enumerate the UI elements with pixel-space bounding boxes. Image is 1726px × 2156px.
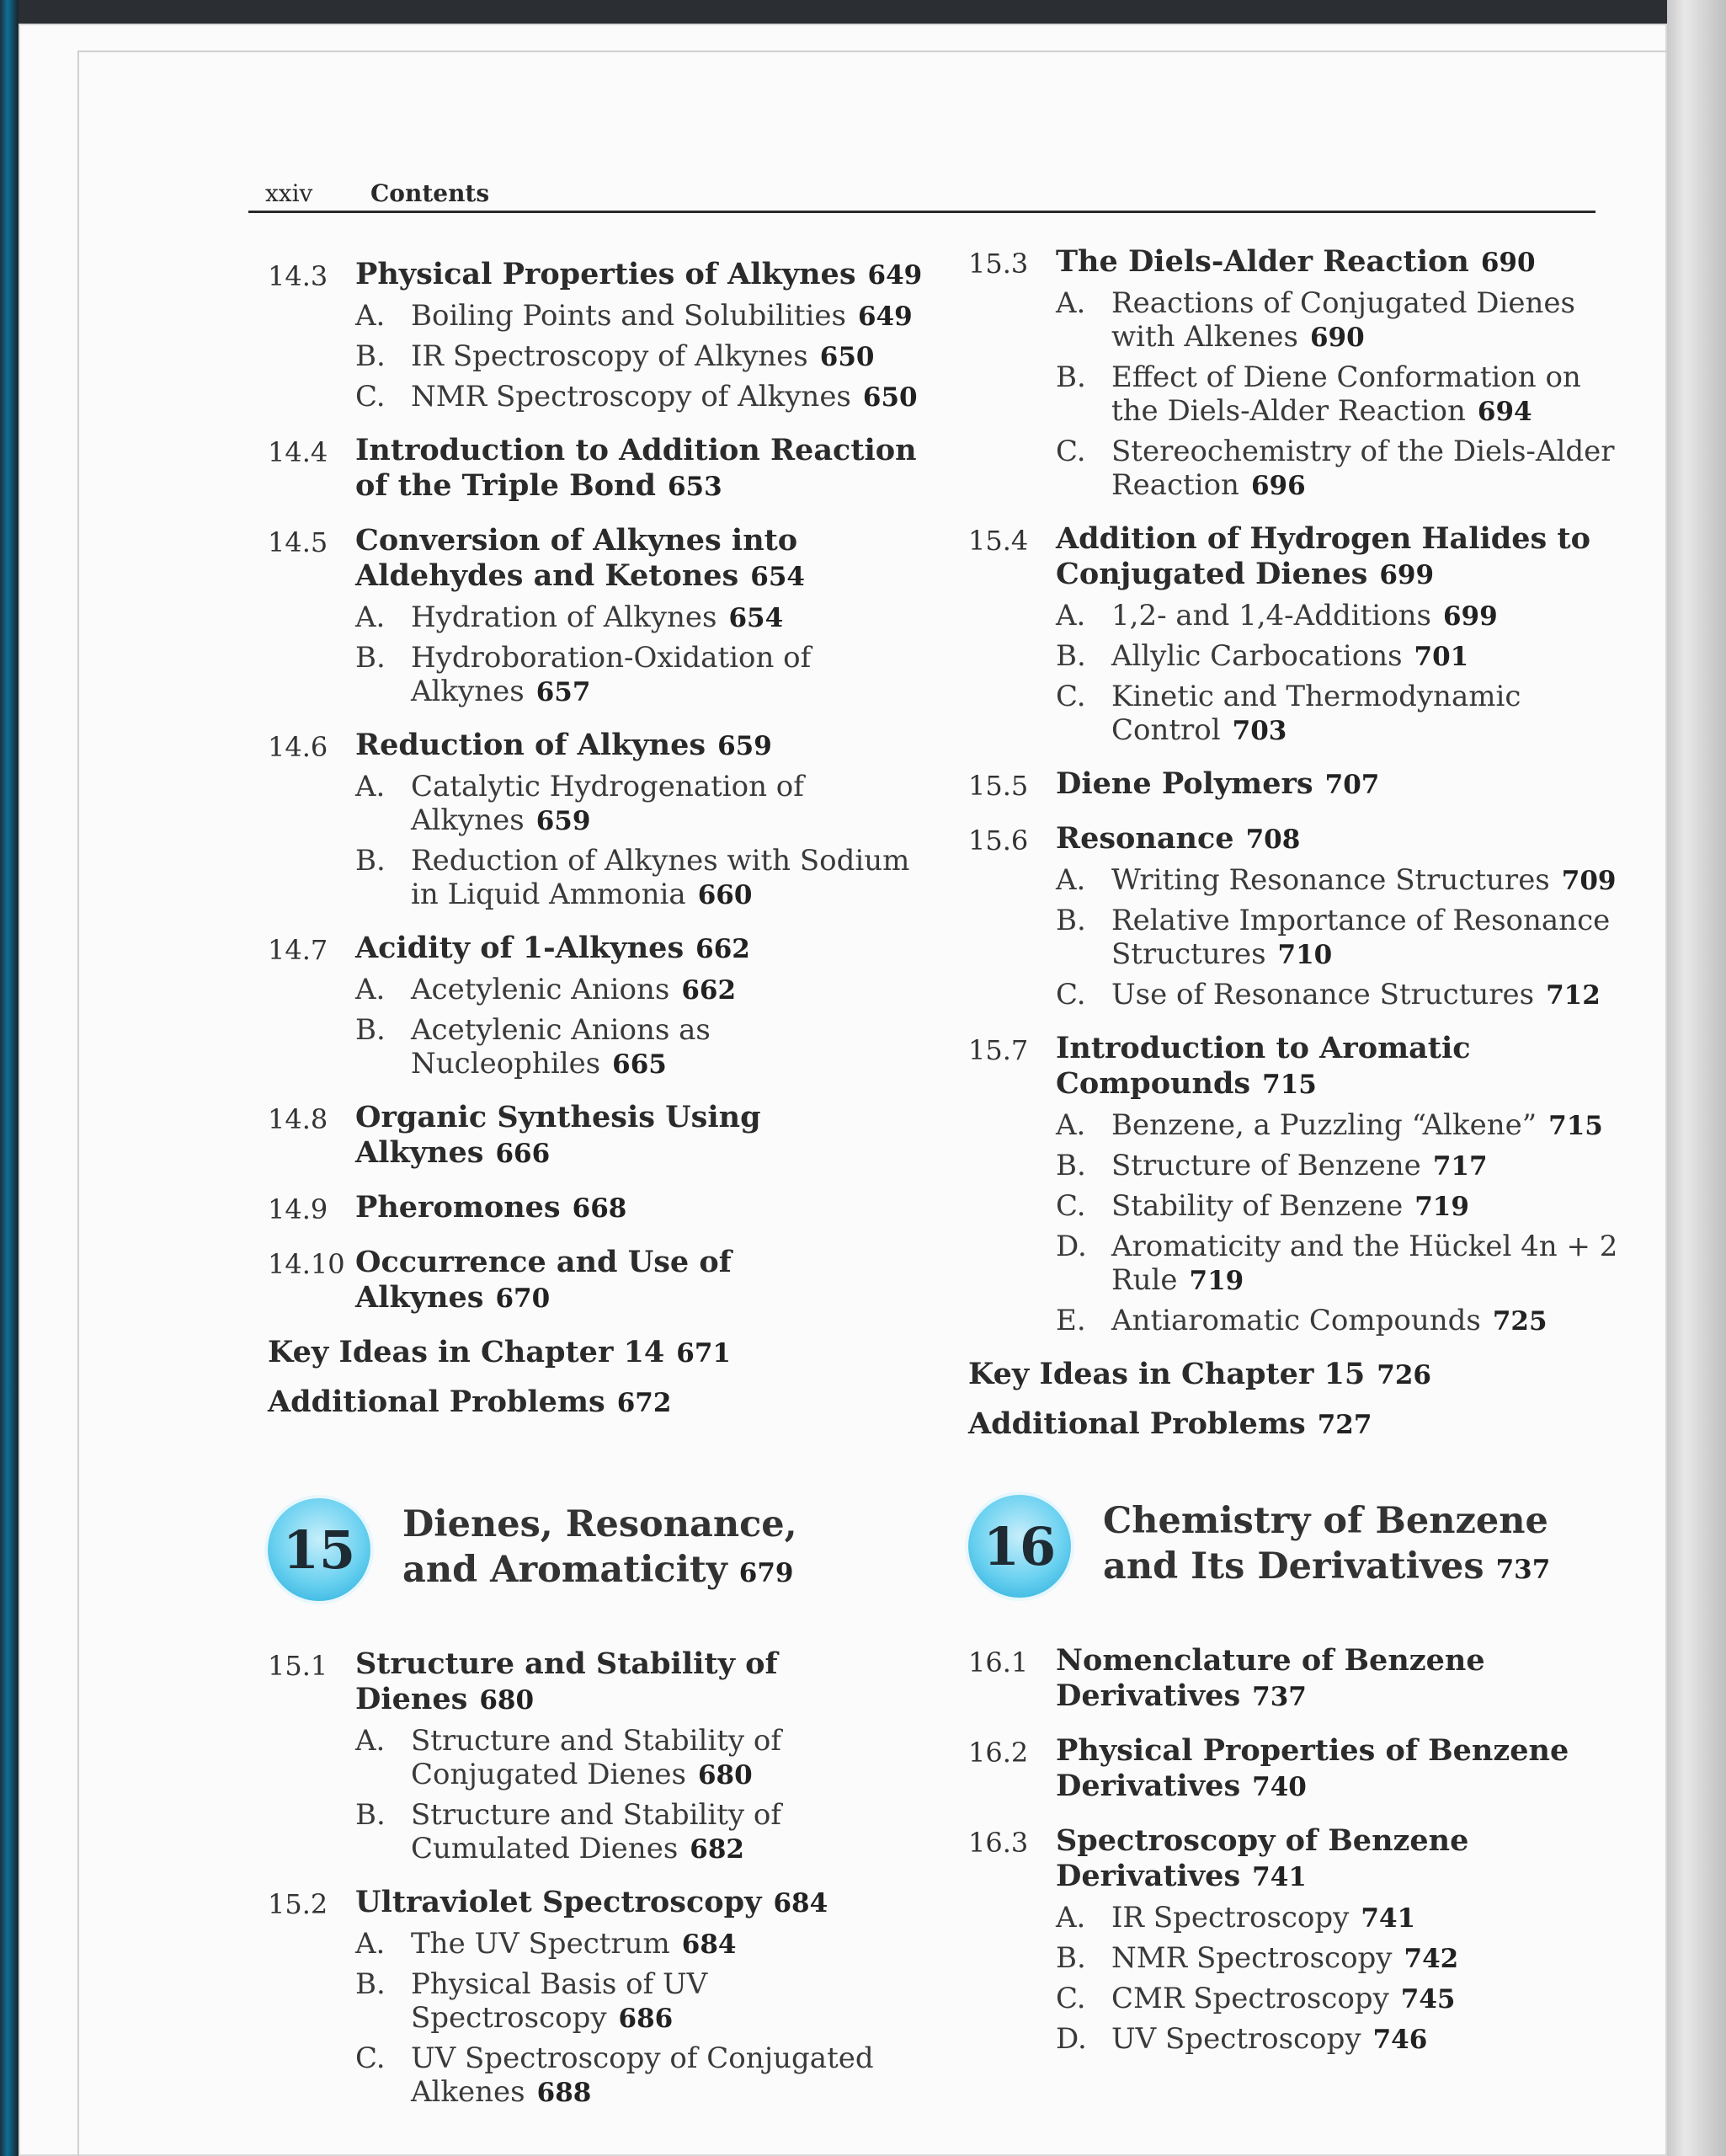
toc-subsection (1056, 1189, 1633, 1224)
end-matter-item (268, 1335, 933, 1371)
section-title: The Diels-Alder Reaction (1056, 244, 1469, 279)
page-ref: 745 (1400, 1984, 1456, 2015)
page-ref: 680 (697, 1760, 753, 1790)
toc-subsection (355, 1013, 933, 1081)
toc-subsection (1056, 1149, 1633, 1183)
subsection-letter: B. (355, 1798, 386, 1832)
section-title: Reduction of Alkynes (355, 728, 706, 762)
chapter-heading (268, 1498, 933, 1625)
book-page-edges (1667, 0, 1726, 2156)
subsection-title: Benzene, a Puzzling “Alkene” (1111, 1108, 1537, 1142)
end-matter-title: Additional Problems (968, 1406, 1306, 1441)
page-ref: 715 (1548, 1111, 1603, 1141)
subsection-title: UV Spectroscopy of Conjugated Alkenes (411, 2041, 874, 2109)
toc-section (968, 1823, 1633, 2057)
page-ref: 701 (1414, 642, 1469, 672)
subsection-letter: C. (355, 2041, 386, 2075)
page-ref: 699 (1442, 601, 1498, 632)
chapter-number-badge: 15 (268, 1498, 370, 1601)
end-matter-item (968, 1406, 1633, 1443)
section-number: 14.9 (268, 1193, 328, 1225)
section-title-line (355, 931, 933, 967)
subsection-title: Kinetic and Thermodynamic Control (1111, 680, 1521, 747)
toc-subsection (1056, 1941, 1633, 1976)
subsection-title: Structure and Stability of Conjugated Dienes (411, 1724, 781, 1791)
subsection-letter: D. (1056, 1230, 1087, 1263)
end-matter (268, 1335, 933, 1421)
toc-subsection (355, 1724, 933, 1792)
subsection-title: CMR Spectroscopy (1111, 1982, 1389, 2015)
section-title: Resonance (1056, 821, 1234, 856)
page-ref: 719 (1414, 1192, 1469, 1222)
section-title-line (1056, 1733, 1633, 1805)
section-title: Introduction to Addition Reaction of the Triple Bond (355, 433, 917, 503)
toc-section (268, 1245, 933, 1316)
subsection-title: 1,2- and 1,4-Additions (1111, 599, 1431, 632)
subsection-title: Structure and Stability of Cumulated Dienes (411, 1798, 781, 1865)
section-title-line (355, 523, 933, 595)
subsection-letter: C. (1056, 1982, 1086, 2015)
subsection-title: Effect of Diene Conformation on the Diels-Alder Reaction (1111, 360, 1581, 428)
page-ref: 742 (1404, 1944, 1459, 1974)
toc-subsection (355, 973, 933, 1007)
subsection-title: NMR Spectroscopy of Alkynes (411, 380, 851, 414)
page-ref: 690 (1480, 248, 1536, 278)
end-matter-title: Additional Problems (268, 1385, 605, 1419)
subsection-letter: A. (355, 1927, 386, 1961)
section-title-line (1056, 766, 1633, 803)
subsection-title: Acetylenic Anions (411, 973, 670, 1006)
toc-section (968, 1733, 1633, 1805)
end-matter-title: Key Ideas in Chapter 14 (268, 1335, 665, 1369)
page-ref: 699 (1379, 560, 1435, 590)
section-title-line (355, 1190, 933, 1226)
section-number: 16.3 (968, 1827, 1029, 1859)
end-matter-item (968, 1357, 1633, 1393)
section-title-line (355, 1245, 933, 1316)
page-ref: 746 (1372, 2025, 1428, 2055)
section-title: Addition of Hydrogen Halides to Conjugated Dienes (1056, 521, 1590, 591)
subsection-title: IR Spectroscopy (1111, 1901, 1350, 1935)
section-number: 15.6 (968, 825, 1029, 857)
chapter-number-badge: 16 (968, 1495, 1071, 1598)
subsection-title: Allylic Carbocations (1111, 639, 1403, 673)
subsection-title: Stability of Benzene (1111, 1189, 1404, 1223)
subsection-letter: C. (355, 380, 386, 414)
subsection-title: NMR Spectroscopy (1111, 1941, 1393, 1975)
toc-section (268, 257, 933, 414)
subsection-letter: B. (355, 339, 386, 373)
toc-subsection (1056, 1108, 1633, 1143)
section-number: 16.2 (968, 1737, 1029, 1769)
page-ref: 717 (1432, 1151, 1488, 1182)
page-ref: 712 (1546, 980, 1601, 1011)
page-ref: 654 (750, 562, 805, 592)
page-ref: 737 (1252, 1682, 1307, 1712)
section-number: 14.10 (268, 1248, 345, 1280)
toc-subsection (1056, 2022, 1633, 2057)
toc-subsection (355, 1967, 933, 2036)
running-title: Contents (370, 179, 490, 207)
page-ref: 662 (681, 975, 737, 1006)
subsection-letter: A. (1056, 286, 1086, 320)
section-title-line (355, 257, 933, 293)
page-ref: 694 (1477, 397, 1532, 427)
section-number: 15.4 (968, 525, 1029, 557)
toc-subsection (355, 2041, 933, 2110)
toc-subsection (1056, 599, 1633, 633)
subsection-letter: C. (1056, 1189, 1086, 1223)
section-title-line (1056, 821, 1633, 857)
subsection-title: Stereochemistry of the Diels-Alder Reaction (1111, 435, 1615, 502)
section-number: 15.7 (968, 1034, 1029, 1066)
subsection-title: Boiling Points and Solubilities (411, 299, 846, 333)
page-ref: 688 (536, 2078, 592, 2108)
subsection-letter: B. (355, 641, 386, 675)
subsection-letter: A. (1056, 1108, 1086, 1142)
subsection-letter: A. (355, 600, 386, 634)
toc-subsection (1056, 904, 1633, 972)
subsection-title: Writing Resonance Structures (1111, 863, 1550, 897)
section-number: 14.5 (268, 526, 328, 558)
section-title: Occurrence and Use of Alkynes (355, 1245, 732, 1315)
page-ref: 665 (612, 1049, 667, 1080)
toc-subsection (1056, 1901, 1633, 1935)
subsection-title: Antiaromatic Compounds (1111, 1304, 1481, 1337)
toc-section (268, 1100, 933, 1171)
end-matter-title: Key Ideas in Chapter 15 (968, 1357, 1366, 1391)
section-title: Ultraviolet Spectroscopy (355, 1885, 762, 1919)
page-ref: 668 (572, 1193, 627, 1224)
subsection-letter: A. (355, 770, 386, 803)
toc-section (268, 1885, 933, 2110)
toc-section (268, 1646, 933, 1866)
toc-section (968, 766, 1633, 803)
section-number: 14.3 (268, 260, 328, 292)
subsection-letter: C. (1056, 978, 1086, 1011)
page-ref: 653 (667, 472, 722, 502)
toc-subsection (355, 1798, 933, 1866)
page-ref: 654 (728, 603, 784, 633)
subsection-letter: B. (1056, 904, 1086, 937)
toc-section (268, 931, 933, 1081)
toc-subsection (355, 641, 933, 709)
toc-section (268, 1190, 933, 1226)
toc-subsection (1056, 863, 1633, 898)
background-left-edge (0, 0, 19, 2156)
page-ref: 672 (616, 1388, 672, 1418)
subsection-title: Physical Basis of UV Spectroscopy (411, 1967, 708, 2035)
subsection-title: Acetylenic Anions as Nucleophiles (411, 1013, 711, 1081)
subsection-letter: A. (1056, 599, 1086, 632)
subsection-letter: A. (355, 973, 386, 1006)
section-title-line (355, 1100, 933, 1171)
subsection-title: Hydration of Alkynes (411, 600, 717, 634)
page-ref: 690 (1309, 323, 1365, 353)
section-title-line (1056, 521, 1633, 593)
section-title-line (1056, 244, 1633, 280)
section-title: Structure and Stability of Dienes (355, 1646, 778, 1716)
section-title: Pheromones (355, 1190, 561, 1225)
chapter-title: Dienes, Resonance, and Aromaticity (402, 1503, 797, 1591)
right-column (968, 244, 1633, 2075)
toc-subsection (355, 600, 933, 635)
page-ref: 709 (1561, 866, 1617, 896)
page-ref: 659 (535, 806, 591, 836)
subsection-title: Structure of Benzene (1111, 1149, 1421, 1182)
page-ref: 740 (1252, 1772, 1307, 1802)
section-number: 14.4 (268, 436, 328, 468)
toc-subsection (1056, 639, 1633, 674)
section-title: Physical Properties of Benzene Derivatives (1056, 1733, 1569, 1803)
section-title-line (355, 728, 933, 764)
section-title: Nomenclature of Benzene Derivatives (1056, 1643, 1485, 1713)
toc-subsection (355, 1927, 933, 1961)
subsection-letter: B. (355, 1013, 386, 1047)
page-ref: 725 (1492, 1306, 1548, 1337)
section-number: 15.2 (268, 1888, 328, 1920)
page-ref: 666 (495, 1139, 551, 1169)
subsection-title: IR Spectroscopy of Alkynes (411, 339, 808, 373)
page-ref: 710 (1277, 940, 1333, 970)
toc-subsection (355, 770, 933, 838)
section-number: 15.1 (268, 1650, 328, 1682)
subsection-letter: D. (1056, 2022, 1087, 2056)
toc-subsection (1056, 978, 1633, 1012)
page-ref: 670 (495, 1283, 551, 1314)
section-number: 14.8 (268, 1103, 328, 1135)
subsection-title: The UV Spectrum (411, 1927, 670, 1961)
chapter-heading (968, 1495, 1633, 1621)
toc-section (968, 1643, 1633, 1715)
page-ref: 737 (1495, 1555, 1551, 1585)
section-number: 14.7 (268, 934, 328, 966)
section-title-line (1056, 1823, 1633, 1895)
subsection-letter: B. (355, 1967, 386, 2001)
page-ref: 696 (1250, 471, 1306, 501)
subsection-letter: A. (355, 299, 386, 333)
subsection-letter: A. (1056, 1901, 1086, 1935)
end-matter-item (268, 1385, 933, 1421)
toc-subsection (355, 339, 933, 374)
subsection-title: Catalytic Hydrogenation of Alkynes (411, 770, 804, 837)
page-ref: 708 (1245, 825, 1301, 855)
page-ref: 684 (773, 1888, 828, 1919)
section-number: 15.3 (968, 248, 1029, 280)
section-number: 15.5 (968, 770, 1029, 802)
section-title: Introduction to Aromatic Compounds (1056, 1031, 1471, 1101)
toc-section (968, 244, 1633, 503)
toc-subsection (1056, 1304, 1633, 1338)
page-ref: 741 (1361, 1903, 1416, 1934)
subsection-letter: B. (1056, 360, 1086, 394)
subsection-letter: A. (355, 1724, 386, 1758)
toc-subsection (355, 299, 933, 334)
subsection-letter: C. (1056, 435, 1086, 468)
subsection-title: Hydroboration-Oxidation of Alkynes (411, 641, 812, 708)
toc-section (968, 521, 1633, 748)
page-ref: 649 (857, 302, 913, 332)
page-ref: 682 (690, 1834, 744, 1865)
section-title-line (1056, 1643, 1633, 1715)
subsection-title: Relative Importance of Resonance Structures (1111, 904, 1611, 971)
toc-section (968, 821, 1633, 1012)
left-column (268, 257, 933, 2128)
subsection-letter: E. (1056, 1304, 1086, 1337)
page-ref: 671 (676, 1338, 731, 1369)
page-ref: 703 (1232, 716, 1287, 746)
page-number: xxiv (265, 179, 313, 207)
page-ref: 650 (862, 382, 918, 413)
page-ref: 650 (819, 342, 875, 372)
section-title-line (1056, 1031, 1633, 1102)
toc-section (268, 433, 933, 504)
page-ref: 726 (1377, 1360, 1431, 1390)
page-ref: 657 (535, 677, 591, 707)
page-ref: 662 (695, 934, 750, 964)
toc-section (268, 728, 933, 912)
section-title-line (355, 1646, 933, 1718)
toc-subsection (1056, 680, 1633, 748)
toc-subsection (1056, 1230, 1633, 1298)
section-title: Spectroscopy of Benzene Derivatives (1056, 1823, 1469, 1893)
subsection-title: Reduction of Alkynes with Sodium in Liquid Ammonia (411, 844, 910, 911)
section-title-line (355, 433, 933, 504)
section-title: Physical Properties of Alkynes (355, 257, 856, 291)
subsection-letter: B. (355, 844, 386, 878)
section-title: Diene Polymers (1056, 766, 1313, 801)
page-ref: 679 (738, 1558, 794, 1588)
section-title: Conversion of Alkynes into Aldehydes and Ketones (355, 523, 798, 593)
subsection-letter: B. (1056, 639, 1086, 673)
page-ref: 707 (1324, 770, 1380, 800)
toc-subsection (1056, 435, 1633, 503)
toc-subsection (1056, 286, 1633, 355)
section-title: Acidity of 1-Alkynes (355, 931, 685, 965)
page-ref: 719 (1189, 1266, 1244, 1296)
running-header (248, 168, 1595, 213)
toc-section (268, 523, 933, 709)
subsection-letter: B. (1056, 1941, 1086, 1975)
page-ref: 727 (1317, 1410, 1372, 1440)
toc-section (968, 1031, 1633, 1338)
subsection-title: Use of Resonance Structures (1111, 978, 1535, 1011)
toc-subsection (355, 844, 933, 912)
chapter-title-block (402, 1502, 874, 1596)
page-ref: 684 (681, 1929, 737, 1960)
section-title: Organic Synthesis Using Alkynes (355, 1100, 761, 1170)
subsection-letter: A. (1056, 863, 1086, 897)
page-ref: 715 (1262, 1070, 1317, 1100)
page-ref: 659 (717, 731, 772, 761)
chapter-title: Chemistry of Benzene and Its Derivatives (1103, 1500, 1548, 1588)
toc-subsection (355, 380, 933, 414)
toc-subsection (1056, 1982, 1633, 2016)
section-title-line (355, 1885, 933, 1921)
subsection-letter: C. (1056, 680, 1086, 713)
end-matter (968, 1357, 1633, 1443)
subsection-letter: B. (1056, 1149, 1086, 1182)
page-ref: 680 (479, 1685, 535, 1716)
background-top-edge (0, 0, 1726, 24)
subsection-title: Aromaticity and the Hückel 4n + 2 Rule (1111, 1230, 1618, 1297)
chapter-title-block (1103, 1498, 1574, 1593)
section-number: 16.1 (968, 1646, 1029, 1678)
page-ref: 660 (697, 880, 753, 910)
page-ref: 741 (1252, 1862, 1307, 1892)
page-ref: 649 (867, 260, 923, 291)
section-number: 14.6 (268, 731, 328, 763)
page-ref: 686 (618, 2004, 674, 2034)
subsection-title: UV Spectroscopy (1111, 2022, 1361, 2056)
subsection-title: Reactions of Conjugated Dienes with Alkenes (1111, 286, 1575, 354)
toc-subsection (1056, 360, 1633, 429)
